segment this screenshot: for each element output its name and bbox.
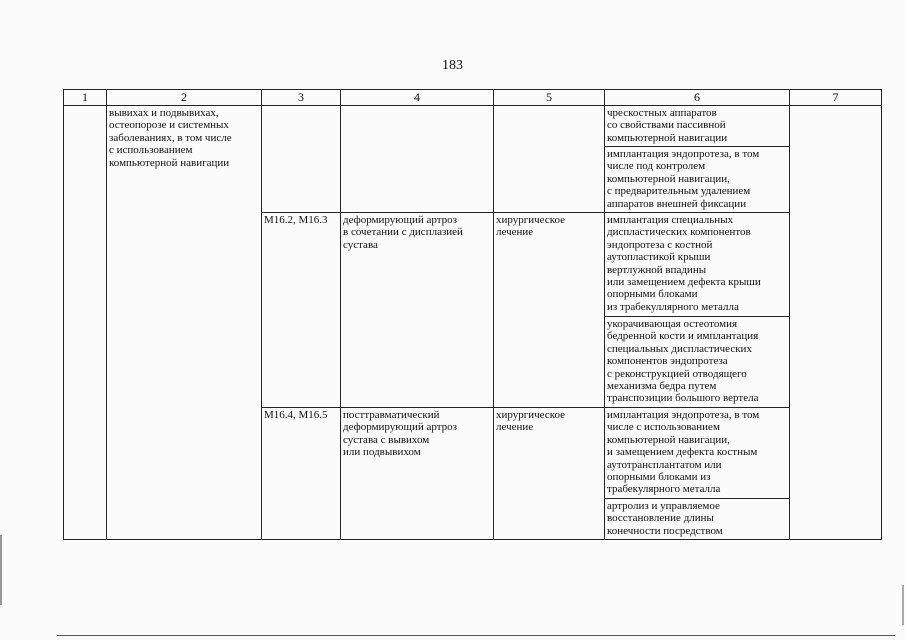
header-col-7: 7 [790, 90, 882, 106]
method-cell: артролиз и управляемое восстановление длины конечности посредством [605, 499, 790, 540]
header-col-6: 6 [605, 90, 790, 106]
method-cell: имплантация эндопротеза, в том числе с использованием компьютерной навигации, и замещением дефекта костным аутотрансплантатом или опорными блоками из трабекулярного металла [605, 408, 790, 499]
method-cell: чрескостных аппаратов со свойствами пассивной компьютерной навигации [605, 106, 790, 147]
profile-text: вывихах и подвывихах, остеопорозе и системных заболеваниях, в том числе с использованием компьютерной навигации [109, 107, 232, 169]
code-cell: M16.2, M16.3 [262, 213, 341, 408]
model-cell: посттравматический деформирующий артроз сустава с вывихом или подвывихом [341, 408, 494, 540]
header-col-3: 3 [262, 90, 341, 106]
code-cell [262, 106, 341, 213]
header-col-1: 1 [64, 90, 107, 106]
treatment-cell: хирургическое лечение [494, 213, 605, 408]
scan-edge-right [902, 585, 904, 625]
method-cell: имплантация эндопротеза, в том числе под контролем компьютерной навигации, с предварительным удалением аппаратов внешней фиксации [605, 147, 790, 213]
method-cell: укорачивающая остеотомия бедренной кости и имплантация специальных диспластических компонентов эндопротеза с реконструкцией отводящего механизма бедра путем транспозиции большого вертела [605, 317, 790, 408]
code-cell: M16.4, M16.5 [262, 408, 341, 540]
header-col-4: 4 [341, 90, 494, 106]
header-col-5: 5 [494, 90, 605, 106]
model-cell [341, 106, 494, 213]
profile-cell [107, 106, 262, 540]
page-number: 183 [442, 58, 463, 73]
method-cell: имплантация специальных диспластических компонентов эндопротеза с костной аутопластикой крыши вертлужной впадины или замещением дефекта крыши опорными блоками из трабекуллярного металла [605, 213, 790, 317]
table-bottom-edge [57, 635, 895, 636]
scan-edge-left [0, 535, 2, 605]
cost-cell [790, 106, 882, 540]
header-row [64, 90, 882, 106]
medical-care-table [63, 89, 882, 540]
header-col-2: 2 [107, 90, 262, 106]
treatment-cell: хирургическое лечение [494, 408, 605, 540]
model-cell: деформирующий артроз в сочетании с дисплазией сустава [341, 213, 494, 408]
table-row [64, 106, 882, 147]
number-cell [64, 106, 107, 540]
treatment-cell [494, 106, 605, 213]
